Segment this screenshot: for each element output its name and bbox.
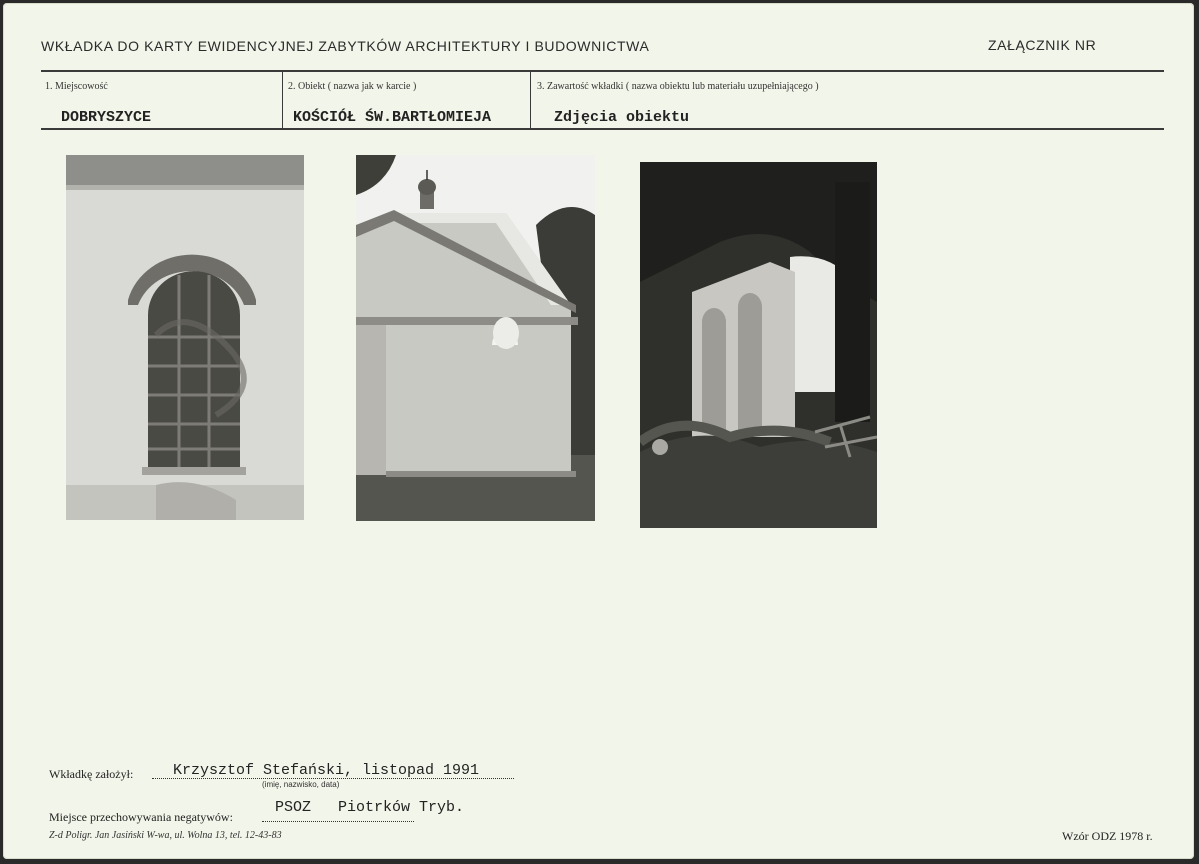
- created-by-hint: (imię, nazwisko, data): [262, 780, 340, 789]
- photo-church: [356, 155, 595, 521]
- negatives-dots: [262, 821, 414, 822]
- form-model: Wzór ODZ 1978 r.: [1062, 829, 1153, 843]
- locality-label: 1. Miejscowość: [45, 81, 108, 92]
- photo-window: [66, 155, 304, 520]
- created-by-label: Wkładkę założył:: [49, 767, 134, 781]
- negatives-label: Miejsce przechowywania negatywów:: [49, 810, 233, 824]
- annex-label: ZAŁĄCZNIK NR: [988, 37, 1097, 53]
- created-by-value: Krzysztof Stefański, listopad 1991: [173, 762, 480, 779]
- photo-belltower: [640, 162, 877, 528]
- column-divider-2: [530, 72, 531, 128]
- object-value: KOŚCIÓŁ ŚW.BARTŁOMIEJA: [293, 109, 492, 126]
- contents-value: Zdjęcia obiektu: [554, 109, 690, 126]
- object-label: 2. Obiekt ( nazwa jak w karcie ): [288, 81, 417, 92]
- column-divider-1: [282, 72, 283, 128]
- locality-value: DOBRYSZYCE: [61, 109, 152, 126]
- printer-imprint: Z-d Poligr. Jan Jasiński W-wa, ul. Wolna 13, tel. 12-43-83: [49, 830, 282, 841]
- negatives-value: PSOZ Piotrków Tryb.: [275, 799, 465, 816]
- bottom-rule: [41, 128, 1164, 130]
- top-rule: [41, 70, 1164, 72]
- contents-label: 3. Zawartość wkładki ( nazwa obiektu lub materiału uzupełniającego ): [537, 81, 819, 92]
- form-title: WKŁADKA DO KARTY EWIDENCYJNEJ ZABYTKÓW ARCHITEKTURY I BUDOWNICTWA: [41, 38, 650, 54]
